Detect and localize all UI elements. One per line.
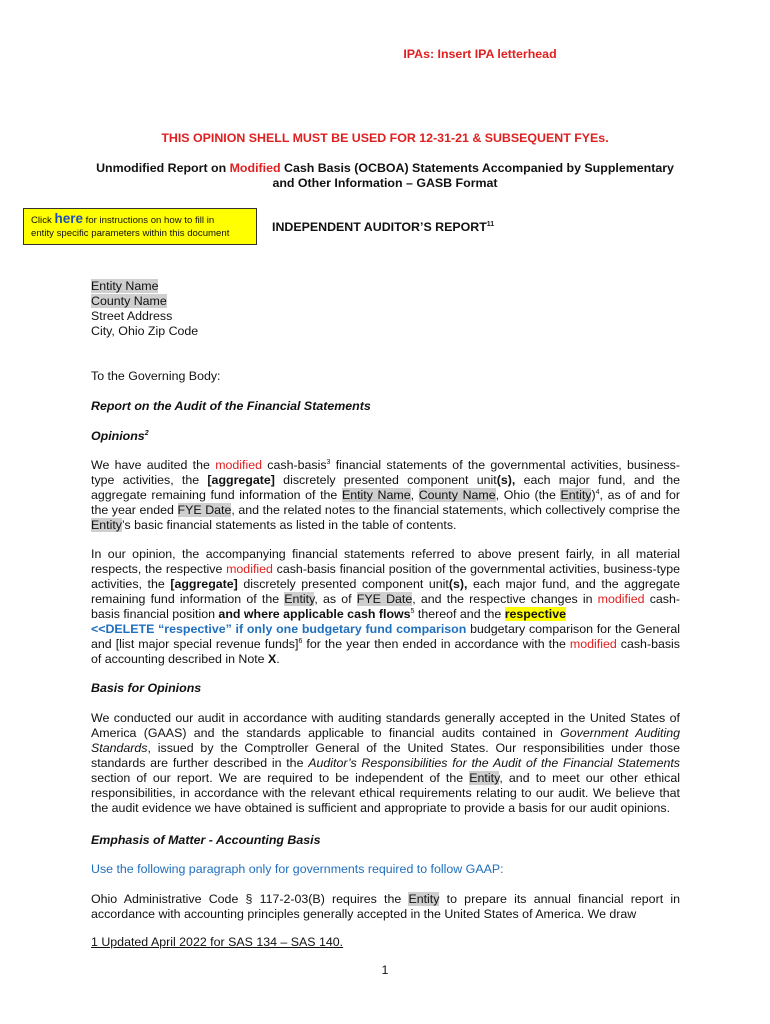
p1-text: , Ohio (the: [495, 488, 561, 502]
p1-s: (s),: [496, 473, 516, 487]
p2-s: (s),: [448, 577, 468, 591]
county-name: County Name: [91, 294, 167, 308]
p2-note-x: X: [268, 652, 277, 666]
section-heading-emphasis: Emphasis of Matter - Accounting Basis: [91, 833, 321, 847]
p1-text: ): [591, 488, 596, 502]
city-state-zip: City, Ohio Zip Code: [91, 324, 199, 338]
p2-entity: Entity: [284, 592, 315, 606]
p2-text: , and the respective changes in: [412, 592, 598, 606]
p3-text: We conducted our audit in accordance with auditing standards generally accepted in the United States of America (GAAS) and the standards applicable to financial audits contained in: [91, 711, 680, 740]
p2-text: .: [276, 652, 280, 666]
gaap-instruction: Use the following paragraph only for governments required to follow GAAP:: [91, 862, 504, 876]
instruction-click: Click: [31, 215, 55, 226]
opinions-heading-text: Opinions: [91, 429, 145, 443]
p2-delete-instruction: <<DELETE “respective” if only one budgetary fund comparison: [91, 622, 467, 636]
instruction-rest2: entity specific parameters within this document: [31, 227, 230, 239]
report-title-pre: Unmodified Report on: [96, 161, 230, 175]
instruction-box[interactable]: [23, 208, 257, 245]
p1-text: financial statements of the governmental activities, business-type activities, the: [91, 458, 680, 487]
p2-sup: 6: [298, 637, 303, 645]
footnote-1: 1 Updated April 2022 for SAS 134 – SAS 140.: [91, 935, 344, 949]
p1-text: We have audited the: [91, 458, 216, 472]
report-title-line2: and Other Information – GASB Format: [272, 176, 498, 190]
report-heading-text: INDEPENDENT AUDITOR’S REPORT: [272, 220, 487, 234]
p2-text: cash-basis financial position: [91, 592, 680, 621]
p2-text: cash-basis financial position of the governmental activities, business-type activities, the: [91, 562, 680, 591]
p2-fye-date: FYE Date: [356, 592, 413, 606]
salutation: To the Governing Body:: [91, 369, 221, 383]
p1-entity: Entity: [91, 518, 122, 532]
p1-text: cash-basis: [262, 458, 327, 472]
p1-county-name: County Name: [418, 488, 496, 502]
paragraph-opinion: [91, 547, 680, 667]
section-heading-opinions: [91, 429, 149, 444]
entity-name: Entity Name: [91, 279, 159, 293]
paragraph-audited: [91, 458, 680, 533]
report-title-modified: Modified: [229, 161, 281, 175]
p2-respective: respective: [504, 607, 567, 621]
report-title: [0, 161, 770, 191]
instruction-here-link[interactable]: here: [54, 211, 83, 226]
p4-entity: Entity: [408, 892, 440, 906]
p2-text: each major fund, and the aggregate remaining fund information of the: [91, 577, 680, 606]
report-heading-sup: 11: [486, 220, 495, 228]
shell-notice: THIS OPINION SHELL MUST BE USED FOR 12-31-21 & SUBSEQUENT FYEs.: [161, 131, 609, 145]
instruction-rest1: for instructions on how to fill in: [82, 215, 215, 226]
street-address: Street Address: [91, 309, 173, 323]
p3-entity: Entity: [469, 771, 500, 785]
p2-text: thereof and the: [414, 607, 505, 621]
p1-sup: 4: [595, 488, 600, 496]
p1-modified: modified: [215, 458, 263, 472]
p4-text: to prepare its annual financial report in accordance with accounting principles generally accepted in the United States of America. We draw: [91, 892, 680, 921]
p1-entity-name: Entity Name: [341, 488, 411, 502]
p4-text: Ohio Administrative Code § 117-2-03(B) requires the: [91, 892, 409, 906]
page-number: 1: [381, 963, 389, 977]
p2-text: budgetary comparison for the General and [list major special revenue funds]: [91, 622, 680, 651]
p2-text: , as of: [314, 592, 357, 606]
p1-text: discretely presented component unit: [274, 473, 497, 487]
p3-gas: Government Auditing Standards: [91, 726, 680, 755]
p2-modified: modified: [597, 592, 645, 606]
p1-text: ,: [410, 488, 419, 502]
p1-fye-date: FYE Date: [177, 503, 232, 517]
p2-text: for the year then ended in accordance with the: [302, 637, 570, 651]
p2-modified: modified: [569, 637, 617, 651]
p3-text: section of our report. We are required to be independent of the: [91, 771, 470, 785]
paragraph-basis: [91, 711, 680, 816]
paragraph-ohio-code: [91, 892, 680, 922]
p2-text: cash-basis of accounting described in Note: [91, 637, 680, 666]
p3-text: , issued by the Comptroller General of the United States. Our responsibilities under those standards are further described in the: [91, 741, 680, 770]
p1-text: , and the related notes to the financial statements, which collectively comprise the: [231, 503, 680, 517]
report-title-post: Cash Basis (OCBOA) Statements Accompanied by Supplementary: [280, 161, 674, 175]
letterhead-placeholder: IPAs: Insert IPA letterhead: [403, 47, 557, 61]
p2-aggregate: [aggregate]: [170, 577, 238, 591]
p1-text: each major fund, and the aggregate remaining fund information of the: [91, 473, 680, 502]
p1-aggregate: [aggregate]: [207, 473, 275, 487]
section-heading-report: Report on the Audit of the Financial Statements: [91, 399, 371, 413]
p2-sup: 5: [410, 607, 415, 615]
address-block: [91, 279, 198, 339]
p1-entity: Entity: [560, 488, 592, 502]
p3-text: , and to meet our other ethical responsibilities, in accordance with the relevant ethical requirements relating to our audit. We believe that the audit evidence we have obtained is sufficient and appropriate to provide a basis for our audit opinions.: [91, 771, 680, 815]
p1-text: , as of and for the year ended: [91, 488, 681, 517]
opinions-heading-sup: 2: [144, 429, 149, 437]
p1-text: ’s basic financial statements as listed in the table of contents.: [122, 518, 457, 532]
p2-text: In our opinion, the accompanying financial statements referred to above present fairly, in all material respects, the respective: [91, 547, 680, 576]
p1-sup: 3: [326, 458, 331, 466]
p2-modified: modified: [226, 562, 273, 576]
p3-auditor-responsibilities: Auditor’s Responsibilities for the Audit of the Financial Statements: [308, 756, 681, 770]
p2-cash-flows: and where applicable cash flows: [218, 607, 411, 621]
report-heading: [272, 220, 494, 234]
section-heading-basis: Basis for Opinions: [91, 681, 202, 695]
p2-text: discretely presented component unit: [237, 577, 449, 591]
